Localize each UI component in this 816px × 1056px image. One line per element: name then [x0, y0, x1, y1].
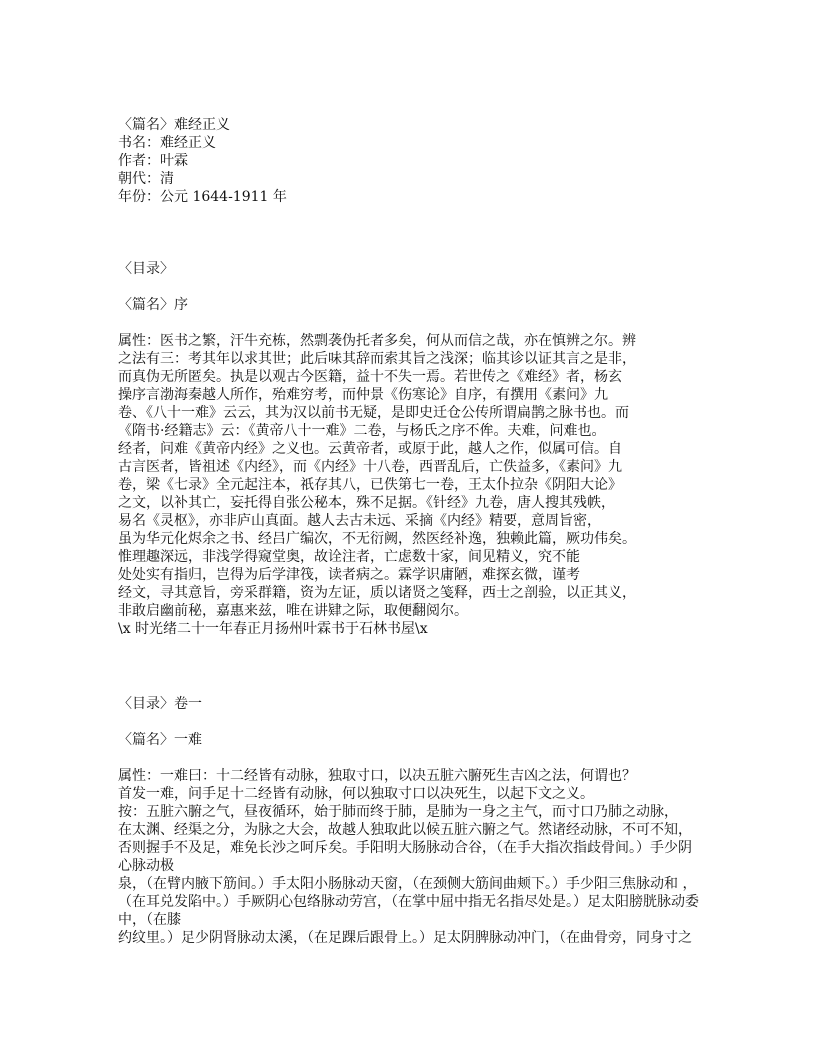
- text-line: 而真伪无所匿矣。执是以观古今医籍，益十不失一焉。若世传之《难经》者，杨玄: [118, 369, 622, 385]
- book-info: [118, 116, 699, 206]
- text-line: 心脉动极: [118, 858, 174, 874]
- text-line: 卷、《八十一难》云云，其为汉以前书无疑，是即史迁仓公传所谓扁鹊之脉书也。而: [118, 405, 629, 421]
- text-line: 在太渊、经渠之分，为脉之大会，故越人独取此以候五脏六腑之气。然诸经动脉，不可不知，: [118, 822, 692, 838]
- text-line: 经文，寻其意旨，旁采群籍，资为左证，质以诸贤之笺释，西士之剖验，以正其义，: [118, 585, 636, 601]
- text-line: 易名《灵枢》，亦非庐山真面。越人去古未远、采摘《内经》精要，意周旨密，: [118, 513, 601, 529]
- text-line: 非敢启幽前秘，嘉惠来兹，唯在讲肄之际，取便翻阅尔。: [118, 603, 468, 619]
- text-line: 属性：一难曰：十二经皆有动脉，独取寸口，以决五脏六腑死生吉凶之法，何谓也？: [118, 768, 636, 784]
- preface-title: 〈篇名〉序: [118, 297, 188, 313]
- book-author: 作者：叶霖: [118, 153, 188, 169]
- book-heading: 〈篇名〉难经正义: [118, 117, 230, 133]
- text-line: \x 时光绪二十一年春正月扬州叶霖书于石林书屋\x: [118, 621, 428, 637]
- text-line: 中，（在膝: [118, 912, 181, 928]
- text-line: 《隋书·经籍志》云：《黄帝八十一难》二卷，与杨氏之序不侔。夫难，问难也。: [118, 423, 606, 439]
- text-line: 泉，（在臂内腋下筋间。）手太阳小肠脉动天窗，（在颈侧大筋间曲颊下。）手少阳三焦脉动和 ，: [118, 876, 697, 892]
- text-line: 经者，问难《黄帝内经》之义也。云黄帝者，或原于此，越人之作，似属可信。自: [118, 441, 622, 457]
- text-line: 处处实有指归，岂得为后学津筏，读者病之。霖学识庸陋，难探玄微，谨考: [118, 567, 580, 583]
- text-line: 操序言渤海秦越人所作，殆难穷考，而仲景《伤寒论》自序，有撰用《素问》九: [118, 387, 608, 403]
- book-name: 书名：难经正义: [118, 135, 216, 151]
- text-line: 之法有三：考其年以求其世；此后味其辞而索其旨之浅深；临其诊以证其言之是非，: [118, 351, 636, 367]
- toc-volume-heading: 〈目录〉卷一: [118, 696, 202, 712]
- text-line: 约纹里。）足少阴肾脉动太溪，（在足踝后跟骨上。）足太阴脾脉动冲门，（在曲骨旁，同身寸之: [118, 930, 692, 946]
- toc-heading: 〈目录〉: [118, 261, 174, 277]
- text-line: 否则握手不及足，难免长沙之呵斥矣。手阳明大肠脉动合谷，（在手大指次指歧骨间。）手少阴: [118, 840, 692, 856]
- book-dynasty: 朝代：清: [118, 171, 174, 187]
- text-line: 之文，以补其亡，妄托得自张公秘本，殊不足据。《针经》九卷，唐人搜其残帙，: [118, 495, 615, 511]
- chapter-title: 〈篇名〉一难: [118, 732, 202, 748]
- text-line: 首发一难，问手足十二经皆有动脉，何以独取寸口以决死生，以起下文之义。: [118, 786, 594, 802]
- text-line: 惟理趣深远，非浅学得窥堂奥，故诠注者，亡虑数十家，间见精义，究不能: [118, 549, 580, 565]
- text-line: 属性：医书之繁，汗牛充栋，然剽袭伪托者多矣，何从而信之哉，亦在慎辨之尔。辨: [118, 333, 636, 349]
- preface-body: [118, 332, 699, 638]
- text-line: 按：五脏六腑之气，昼夜循环，始于肺而终于肺，是肺为一身之主气，而寸口乃肺之动脉，: [118, 804, 678, 820]
- text-line: 虽为华元化烬余之书、经吕广编次，不无衍阙，然医经补逸，独赖此篇，厥功伟矣。: [118, 531, 636, 547]
- text-line: （在耳兑发陷中。）手厥阴心包络脉动劳宫，（在掌中屈中指无名指尽处是。）足太阳膀胱脉动委: [118, 894, 699, 910]
- document-page: [118, 116, 699, 947]
- text-line: 卷，梁《七录》全元起注本，祇存其八，已佚第七一卷，王太仆拉杂《阴阳大论》: [118, 477, 622, 493]
- text-line: 古言医者，皆祖述《内经》，而《内经》十八卷，西晋乱后，亡佚益多，《素问》九: [118, 459, 622, 475]
- book-years: 年份：公元 1644-1911 年: [118, 189, 287, 205]
- chapter-body: [118, 767, 699, 947]
